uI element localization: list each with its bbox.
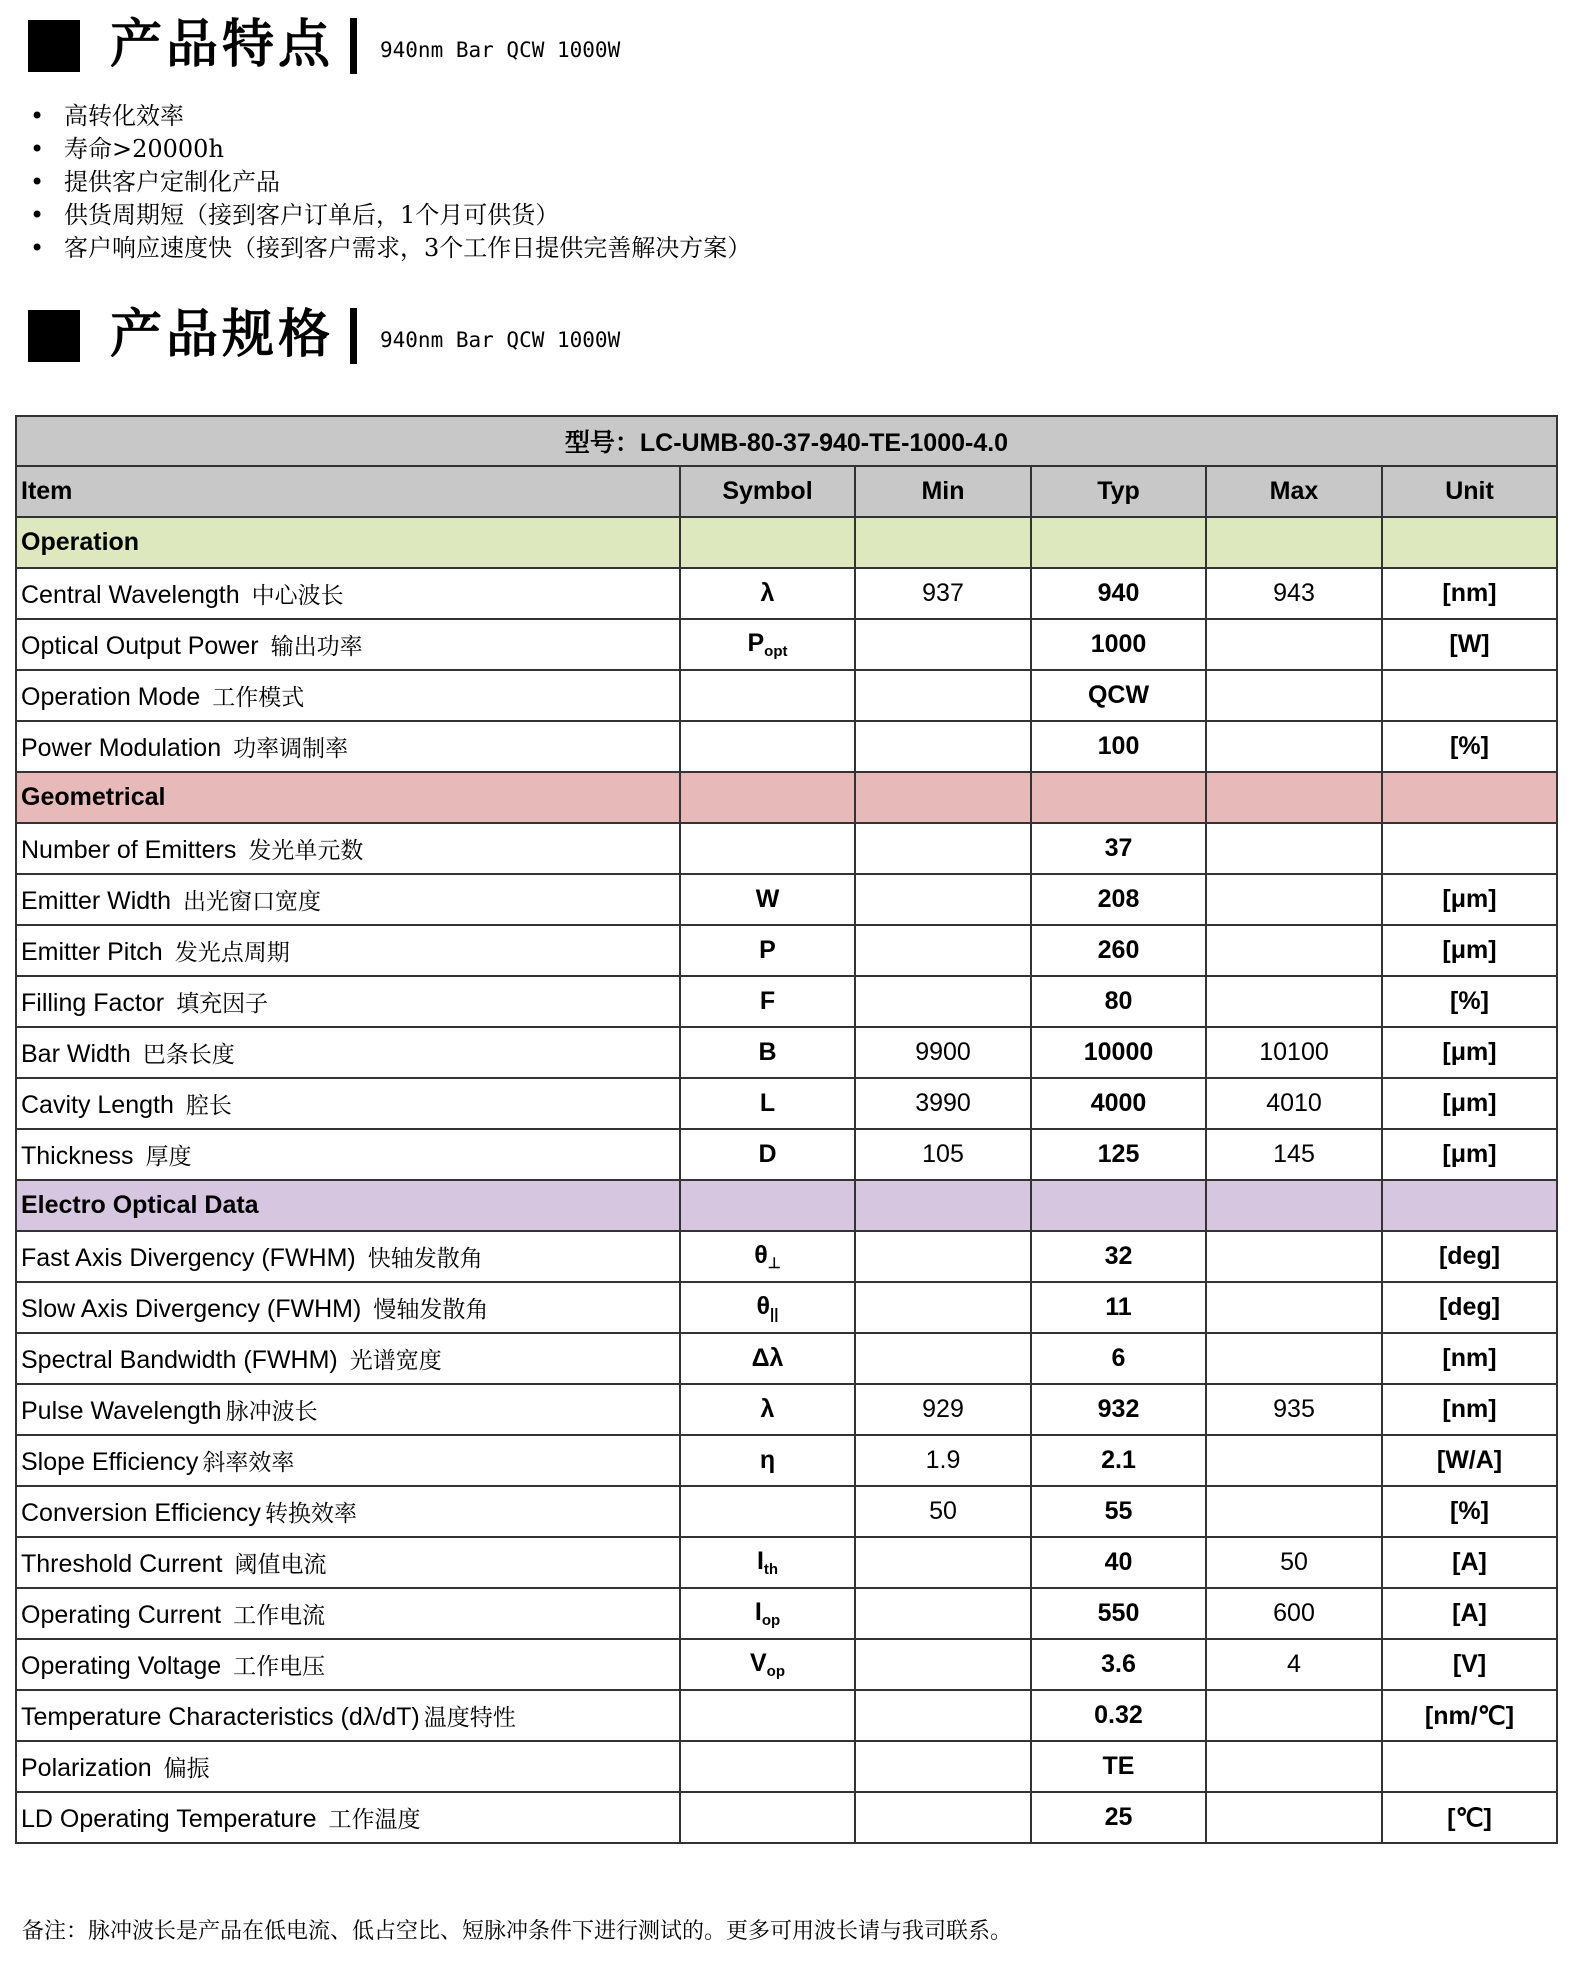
min-value: [855, 823, 1031, 874]
header-item: Item: [16, 466, 680, 517]
param-name: [16, 1333, 680, 1384]
param-name-cn: 温度特性: [423, 1705, 516, 1731]
param-name: [16, 1792, 680, 1843]
category-row: [16, 1180, 1557, 1231]
header-max: Max: [1206, 466, 1382, 517]
symbol-cell: [680, 1792, 855, 1843]
min-value: [855, 1741, 1031, 1792]
feature-text: 提供客户定制化产品: [64, 168, 280, 196]
typ-value: 0.32: [1031, 1690, 1206, 1741]
symbol-cell: [680, 721, 855, 772]
unit-value: [%]: [1382, 721, 1557, 772]
category-label: Operation: [16, 517, 680, 568]
table-row: [16, 1027, 1557, 1078]
symbol-cell: [680, 568, 855, 619]
section-subtitle: 940nm Bar QCW 1000W: [380, 38, 621, 62]
param-name-en: Central Wavelength: [21, 581, 240, 609]
symbol: P: [759, 936, 776, 964]
max-value: [1206, 1741, 1382, 1792]
symbol-cell: [680, 1384, 855, 1435]
param-name: [16, 1639, 680, 1690]
bullet-icon: •: [30, 201, 45, 229]
footnote: 备注：脉冲波长是产品在低电流、低占空比、短脉冲条件下进行测试的。更多可用波长请与我司联系。: [22, 1919, 1013, 1944]
table-row: [16, 619, 1557, 670]
min-value: 50: [855, 1486, 1031, 1537]
unit-value: [%]: [1382, 1486, 1557, 1537]
param-name-cn: 光谱宽度: [349, 1348, 442, 1374]
table-row: [16, 1231, 1557, 1282]
feature-list: [26, 100, 751, 265]
feature-text: 高转化效率: [64, 102, 184, 130]
unit-value: [nm]: [1382, 1384, 1557, 1435]
unit-value: [μm]: [1382, 1027, 1557, 1078]
typ-value: 100: [1031, 721, 1206, 772]
symbol-subscript: ||: [770, 1306, 779, 1323]
table-header-row: [16, 466, 1557, 517]
unit-value: [W]: [1382, 619, 1557, 670]
max-value: [1206, 823, 1382, 874]
max-value: [1206, 1231, 1382, 1282]
min-value: [855, 1690, 1031, 1741]
param-name-en: Conversion Efficiency: [21, 1499, 261, 1527]
param-name-cn: 工作电流: [233, 1603, 326, 1629]
max-value: 935: [1206, 1384, 1382, 1435]
max-value: 943: [1206, 568, 1382, 619]
table-row: [16, 1333, 1557, 1384]
table-cell: [1206, 772, 1382, 823]
spec-table: [15, 415, 1558, 1844]
param-name: [16, 1129, 680, 1180]
symbol-cell: [680, 1588, 855, 1639]
param-name-en: Slow Axis Divergency (FWHM): [21, 1295, 362, 1323]
min-value: [855, 925, 1031, 976]
max-value: [1206, 1486, 1382, 1537]
symbol-cell: [680, 1129, 855, 1180]
param-name-cn: 工作温度: [328, 1807, 421, 1833]
typ-value: 3.6: [1031, 1639, 1206, 1690]
symbol: B: [758, 1038, 777, 1066]
table-row: [16, 1690, 1557, 1741]
param-name-cn: 发光单元数: [248, 838, 364, 864]
unit-value: [μm]: [1382, 925, 1557, 976]
param-name-cn: 阈值电流: [234, 1552, 327, 1578]
unit-value: [W/A]: [1382, 1435, 1557, 1486]
bullet-icon: •: [30, 102, 45, 130]
symbol: λ: [760, 1395, 775, 1423]
table-cell: [1031, 772, 1206, 823]
typ-value: 940: [1031, 568, 1206, 619]
typ-value: 32: [1031, 1231, 1206, 1282]
symbol-subscript: op: [761, 1612, 781, 1629]
category-label: Geometrical: [16, 772, 680, 823]
header-unit: Unit: [1382, 466, 1557, 517]
max-value: [1206, 1690, 1382, 1741]
unit-value: [nm]: [1382, 1333, 1557, 1384]
typ-value: 932: [1031, 1384, 1206, 1435]
min-value: 3990: [855, 1078, 1031, 1129]
param-name: [16, 1690, 680, 1741]
param-name-en: Cavity Length: [21, 1091, 174, 1119]
min-value: 1.9: [855, 1435, 1031, 1486]
symbol: I: [756, 1547, 764, 1575]
category-label: Electro Optical Data: [16, 1180, 680, 1231]
header-min: Min: [855, 466, 1031, 517]
unit-value: [1382, 1741, 1557, 1792]
param-name-en: Pulse Wavelength: [21, 1397, 222, 1425]
param-name: [16, 1537, 680, 1588]
param-name-cn: 厚度: [145, 1144, 192, 1170]
symbol: λ: [760, 579, 775, 607]
param-name-en: Threshold Current: [21, 1550, 223, 1578]
symbol-cell: [680, 1639, 855, 1690]
param-name: [16, 1741, 680, 1792]
param-name: [16, 721, 680, 772]
unit-value: [1382, 823, 1557, 874]
symbol-subscript: opt: [764, 643, 788, 660]
list-item: [26, 232, 751, 265]
min-value: 929: [855, 1384, 1031, 1435]
unit-value: [A]: [1382, 1588, 1557, 1639]
unit-value: [μm]: [1382, 874, 1557, 925]
min-value: [855, 670, 1031, 721]
symbol-cell: [680, 619, 855, 670]
symbol: W: [755, 885, 780, 913]
symbol: F: [759, 987, 776, 1015]
section-title: 产品规格: [110, 304, 335, 365]
param-name-en: Polarization: [21, 1754, 152, 1782]
symbol: L: [759, 1089, 776, 1117]
max-value: [1206, 925, 1382, 976]
symbol-subscript: th: [763, 1561, 779, 1578]
typ-value: 1000: [1031, 619, 1206, 670]
typ-value: 125: [1031, 1129, 1206, 1180]
param-name-cn: 出光窗口宽度: [183, 889, 322, 915]
param-name-en: Slope Efficiency: [21, 1448, 199, 1476]
param-name: [16, 619, 680, 670]
max-value: [1206, 670, 1382, 721]
symbol: θ: [754, 1241, 768, 1269]
table-row: [16, 976, 1557, 1027]
feature-text: 寿命>20000h: [64, 135, 224, 163]
param-name-cn: 快轴发散角: [367, 1246, 483, 1272]
param-name-en: Operating Current: [21, 1601, 222, 1629]
param-name-en: Optical Output Power: [21, 632, 259, 660]
section-title: 产品特点: [110, 14, 335, 75]
symbol: D: [758, 1140, 777, 1168]
param-name: [16, 1027, 680, 1078]
typ-value: 80: [1031, 976, 1206, 1027]
max-value: [1206, 1435, 1382, 1486]
typ-value: 2.1: [1031, 1435, 1206, 1486]
table-cell: [1206, 1180, 1382, 1231]
symbol: θ: [756, 1292, 771, 1320]
table-cell: [680, 517, 855, 568]
max-value: [1206, 1282, 1382, 1333]
list-item: [26, 100, 751, 133]
min-value: [855, 619, 1031, 670]
param-name-en: Thickness: [21, 1142, 134, 1170]
param-name-en: Fast Axis Divergency (FWHM): [21, 1244, 356, 1272]
unit-value: [deg]: [1382, 1282, 1557, 1333]
symbol-cell: [680, 670, 855, 721]
symbol-cell: [680, 1690, 855, 1741]
section-square-icon: [28, 310, 80, 362]
symbol-cell: [680, 1282, 855, 1333]
symbol: I: [754, 1598, 762, 1626]
table-row: [16, 1792, 1557, 1843]
table-cell: [855, 517, 1031, 568]
unit-value: [μm]: [1382, 1129, 1557, 1180]
param-name-cn: 转换效率: [264, 1501, 357, 1527]
bullet-icon: •: [30, 168, 45, 196]
param-name: [16, 874, 680, 925]
unit-value: [A]: [1382, 1537, 1557, 1588]
param-name-cn: 斜率效率: [202, 1450, 295, 1476]
header-symbol: Symbol: [680, 466, 855, 517]
param-name: [16, 1588, 680, 1639]
table-cell: [680, 1180, 855, 1231]
unit-value: [nm/℃]: [1382, 1690, 1557, 1741]
typ-value: 55: [1031, 1486, 1206, 1537]
table-row: [16, 1078, 1557, 1129]
symbol-cell: [680, 1078, 855, 1129]
table-row: [16, 1588, 1557, 1639]
param-name-en: Bar Width: [21, 1040, 131, 1068]
table-row: [16, 1486, 1557, 1537]
param-name-cn: 中心波长: [251, 583, 344, 609]
max-value: 4010: [1206, 1078, 1382, 1129]
param-name-en: Filling Factor: [21, 989, 165, 1017]
typ-value: TE: [1031, 1741, 1206, 1792]
param-name-cn: 填充因子: [176, 991, 269, 1017]
param-name-cn: 工作电压: [233, 1654, 326, 1680]
typ-value: 10000: [1031, 1027, 1206, 1078]
table-cell: [1382, 517, 1557, 568]
model-row: [16, 416, 1557, 466]
param-name-en: Emitter Width: [21, 887, 172, 915]
category-row: [16, 517, 1557, 568]
max-value: 50: [1206, 1537, 1382, 1588]
typ-value: 260: [1031, 925, 1206, 976]
min-value: [855, 1639, 1031, 1690]
param-name: [16, 1231, 680, 1282]
symbol-cell: [680, 1537, 855, 1588]
typ-value: 4000: [1031, 1078, 1206, 1129]
table-cell: [1031, 517, 1206, 568]
table-row: [16, 568, 1557, 619]
min-value: [855, 1588, 1031, 1639]
param-name: [16, 823, 680, 874]
symbol-cell: [680, 925, 855, 976]
category-row: [16, 772, 1557, 823]
min-value: [855, 1537, 1031, 1588]
bullet-icon: •: [30, 234, 45, 262]
param-name: [16, 1384, 680, 1435]
symbol: Δλ: [751, 1344, 784, 1372]
symbol-cell: [680, 1741, 855, 1792]
unit-value: [μm]: [1382, 1078, 1557, 1129]
typ-value: QCW: [1031, 670, 1206, 721]
unit-value: [deg]: [1382, 1231, 1557, 1282]
table-row: [16, 670, 1557, 721]
param-name: [16, 670, 680, 721]
table-row: [16, 874, 1557, 925]
param-name: [16, 925, 680, 976]
param-name-en: LD Operating Temperature: [21, 1805, 317, 1833]
table-row: [16, 1282, 1557, 1333]
min-value: 937: [855, 568, 1031, 619]
min-value: [855, 1282, 1031, 1333]
min-value: [855, 1231, 1031, 1282]
param-name-en: Power Modulation: [21, 734, 222, 762]
symbol-subscript: ⊥: [767, 1255, 781, 1272]
table-row: [16, 1435, 1557, 1486]
section-divider: [350, 308, 357, 364]
min-value: [855, 721, 1031, 772]
bullet-icon: •: [30, 135, 45, 163]
max-value: [1206, 721, 1382, 772]
table-row: [16, 721, 1557, 772]
typ-value: 550: [1031, 1588, 1206, 1639]
typ-value: 40: [1031, 1537, 1206, 1588]
typ-value: 25: [1031, 1792, 1206, 1843]
symbol-cell: [680, 1231, 855, 1282]
max-value: [1206, 1792, 1382, 1843]
param-name: [16, 976, 680, 1027]
param-name-en: Emitter Pitch: [21, 938, 163, 966]
feature-text: 供货周期短（接到客户订单后，1个月可供货）: [64, 201, 560, 229]
max-value: 145: [1206, 1129, 1382, 1180]
table-row: [16, 1384, 1557, 1435]
param-name-en: Spectral Bandwidth (FWHM): [21, 1346, 338, 1374]
max-value: [1206, 619, 1382, 670]
list-item: [26, 166, 751, 199]
table-row: [16, 1537, 1557, 1588]
param-name-en: Operation Mode: [21, 683, 201, 711]
param-name-cn: 功率调制率: [233, 736, 349, 762]
table-cell: [680, 772, 855, 823]
min-value: [855, 1792, 1031, 1843]
typ-value: 37: [1031, 823, 1206, 874]
param-name-cn: 偏振: [163, 1756, 210, 1782]
param-name: [16, 1282, 680, 1333]
unit-value: [V]: [1382, 1639, 1557, 1690]
unit-value: [%]: [1382, 976, 1557, 1027]
typ-value: 208: [1031, 874, 1206, 925]
param-name-en: Number of Emitters: [21, 836, 237, 864]
symbol-cell: [680, 823, 855, 874]
symbol-cell: [680, 1435, 855, 1486]
symbol-cell: [680, 1333, 855, 1384]
table-row: [16, 1129, 1557, 1180]
param-name-cn: 脉冲波长: [225, 1399, 318, 1425]
max-value: 600: [1206, 1588, 1382, 1639]
param-name-cn: 发光点周期: [174, 940, 290, 966]
table-row: [16, 925, 1557, 976]
table-row: [16, 1639, 1557, 1690]
list-item: [26, 133, 751, 166]
unit-value: [nm]: [1382, 568, 1557, 619]
symbol-cell: [680, 1486, 855, 1537]
model-number: 型号：LC-UMB-80-37-940-TE-1000-4.0: [16, 416, 1557, 466]
header-typ: Typ: [1031, 466, 1206, 517]
typ-value: 6: [1031, 1333, 1206, 1384]
param-name: [16, 1078, 680, 1129]
unit-value: [1382, 670, 1557, 721]
typ-value: 11: [1031, 1282, 1206, 1333]
table-row: [16, 1741, 1557, 1792]
param-name-cn: 输出功率: [270, 634, 363, 660]
feature-text: 客户响应速度快（接到客户需求，3个工作日提供完善解决方案）: [64, 234, 752, 262]
section-divider: [350, 18, 357, 74]
symbol-cell: [680, 874, 855, 925]
table-cell: [1382, 1180, 1557, 1231]
symbol-cell: [680, 976, 855, 1027]
max-value: [1206, 874, 1382, 925]
symbol: V: [749, 1649, 767, 1677]
symbol: P: [747, 629, 765, 657]
param-name: [16, 1486, 680, 1537]
symbol-cell: [680, 1027, 855, 1078]
unit-value: [℃]: [1382, 1792, 1557, 1843]
param-name: [16, 568, 680, 619]
max-value: [1206, 1333, 1382, 1384]
table-cell: [1206, 517, 1382, 568]
max-value: 4: [1206, 1639, 1382, 1690]
table-cell: [1382, 772, 1557, 823]
section-square-icon: [28, 20, 80, 72]
table-cell: [855, 772, 1031, 823]
param-name-cn: 工作模式: [212, 685, 305, 711]
param-name-en: Operating Voltage: [21, 1652, 222, 1680]
max-value: [1206, 976, 1382, 1027]
max-value: 10100: [1206, 1027, 1382, 1078]
min-value: [855, 874, 1031, 925]
symbol: η: [759, 1446, 776, 1474]
min-value: [855, 1333, 1031, 1384]
symbol-subscript: op: [766, 1663, 785, 1680]
param-name-cn: 腔长: [185, 1093, 232, 1119]
table-cell: [855, 1180, 1031, 1231]
param-name-en: Temperature Characteristics (dλ/dT): [21, 1703, 420, 1731]
param-name: [16, 1435, 680, 1486]
param-name-cn: 巴条长度: [142, 1042, 235, 1068]
min-value: [855, 976, 1031, 1027]
section-subtitle: 940nm Bar QCW 1000W: [380, 328, 621, 352]
min-value: 9900: [855, 1027, 1031, 1078]
table-cell: [1031, 1180, 1206, 1231]
list-item: [26, 199, 751, 232]
param-name-cn: 慢轴发散角: [373, 1297, 489, 1323]
table-row: [16, 823, 1557, 874]
min-value: 105: [855, 1129, 1031, 1180]
